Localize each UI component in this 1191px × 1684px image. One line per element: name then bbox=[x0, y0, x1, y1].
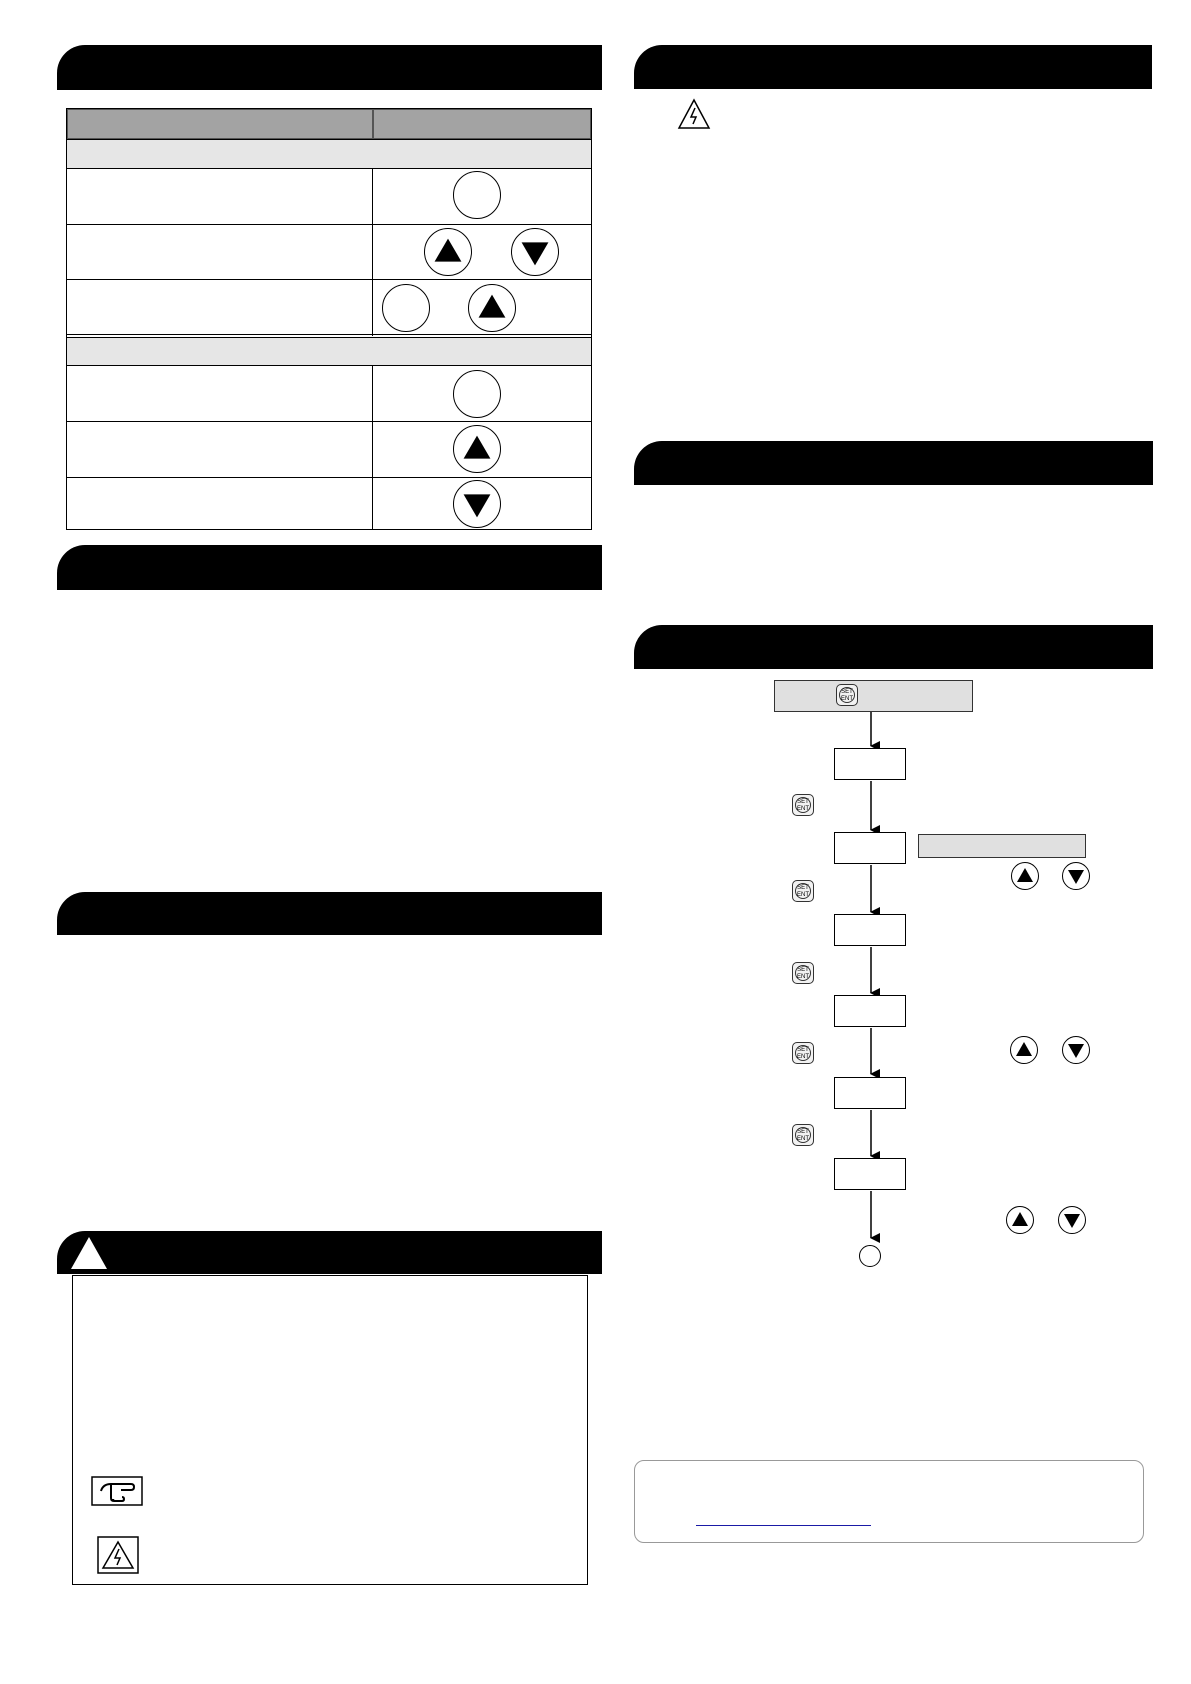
down-key-icon bbox=[1062, 862, 1090, 890]
flow-step-box bbox=[834, 1158, 906, 1190]
flow-step-box bbox=[834, 995, 906, 1027]
flow-step-box bbox=[834, 914, 906, 946]
up-key-icon bbox=[1010, 1036, 1038, 1064]
set-ent-key-icon: SET ENT bbox=[792, 962, 814, 984]
set-ent-key-icon: SET ENT bbox=[792, 1124, 814, 1146]
set-ent-key-icon: SET ENT bbox=[792, 1042, 814, 1064]
flow-step-box bbox=[834, 1077, 906, 1109]
down-key-icon bbox=[1062, 1036, 1090, 1064]
set-ent-key-icon: SET ENT bbox=[792, 880, 814, 902]
set-ent-key-icon: SET ENT bbox=[836, 684, 858, 706]
contact-info-box bbox=[634, 1460, 1144, 1543]
down-key-icon bbox=[1058, 1206, 1086, 1234]
up-key-icon bbox=[1011, 862, 1039, 890]
up-key-icon bbox=[1006, 1206, 1034, 1234]
website-link[interactable] bbox=[696, 1511, 871, 1526]
flow-step-box bbox=[834, 832, 906, 864]
flow-step-box bbox=[834, 748, 906, 780]
flow-end-circle bbox=[859, 1245, 881, 1267]
flow-side-label bbox=[918, 834, 1086, 858]
set-ent-key-icon: SET ENT bbox=[792, 794, 814, 816]
